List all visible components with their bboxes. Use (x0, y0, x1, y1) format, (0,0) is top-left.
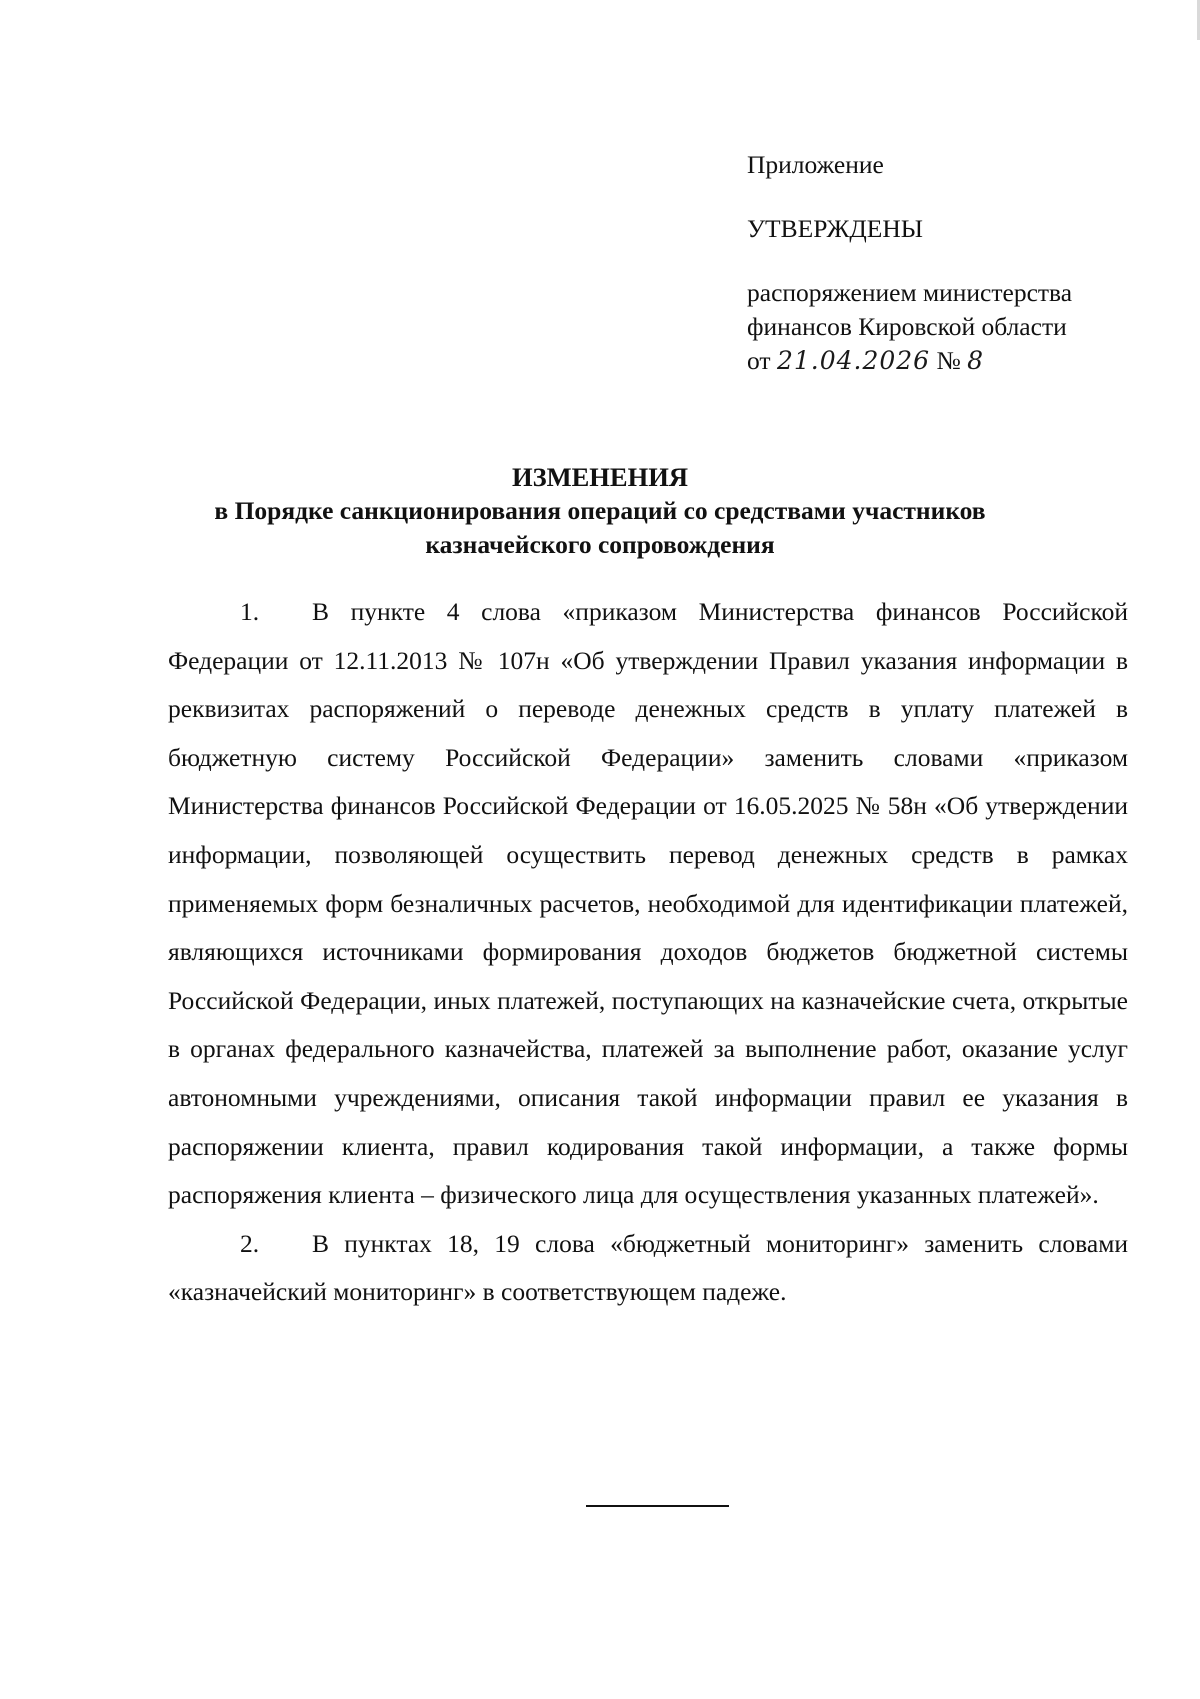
approved-by-line-2: финансов Кировской области (747, 312, 1067, 341)
paragraph-text: В пункте 4 слова «приказом Министерства финансов Российской Федерации от 12.11.2013 № 107н «Об утверждении Правил указания информации в реквизитах распоряжений о переводе денежных средств в уплату платежей в бюджетную систему Российской Федерации» заменить словами «приказом Министерства финансов Российской Федерации от 16.05.2025 № 58н «Об утверждении информации, позволяющей осуществить перевод денежных средств в рамках применяемых форм безналичных расчетов, необходимой для идентификации платежей, являющихся источниками формирования доходов бюджетов бюджетной системы Российской Федерации, иных платежей, поступающих на казначейские счета, открытые в органах федерального казначейства, платежей за выполнение работ, оказание услуг автономными учреждениями, описания такой информации правил ее указания в распоряжении клиента, правил кодирования такой информации, а также формы распоряжения клиента – физического лица для осуществления указанных платежей». (168, 597, 1128, 1210)
appendix-label: Приложение (747, 150, 884, 179)
title-main: ИЗМЕНЕНИЯ (512, 462, 688, 492)
date-prefix: от (747, 346, 771, 375)
approval-date-line (747, 344, 1147, 378)
handwritten-number: 8 (967, 346, 985, 375)
title-subtitle-line-1: в Порядке санкционирования операций со средствами участников (214, 496, 986, 525)
paragraph-text: В пунктах 18, 19 слова «бюджетный мониторинг» заменить словами «казначейский мониторинг» в соответствующем падеже. (168, 1228, 1128, 1307)
end-divider-line (586, 1505, 729, 1507)
document-body (168, 588, 1128, 1317)
paragraph-number: 2. (240, 1228, 260, 1258)
approval-header (747, 148, 1147, 378)
approved-by-line-1: распоряжением министерства (747, 278, 1073, 307)
paragraph-1 (168, 588, 1128, 1220)
paragraph-number: 1. (240, 597, 260, 626)
approved-label: УТВЕРЖДЕНЫ (747, 214, 923, 243)
number-sign: № (936, 346, 961, 375)
document-title (0, 460, 1200, 562)
handwritten-date: 21.04.2026 (776, 346, 931, 375)
paragraph-2 (168, 1220, 1128, 1317)
title-subtitle-line-2: казначейского сопровождения (425, 530, 775, 559)
